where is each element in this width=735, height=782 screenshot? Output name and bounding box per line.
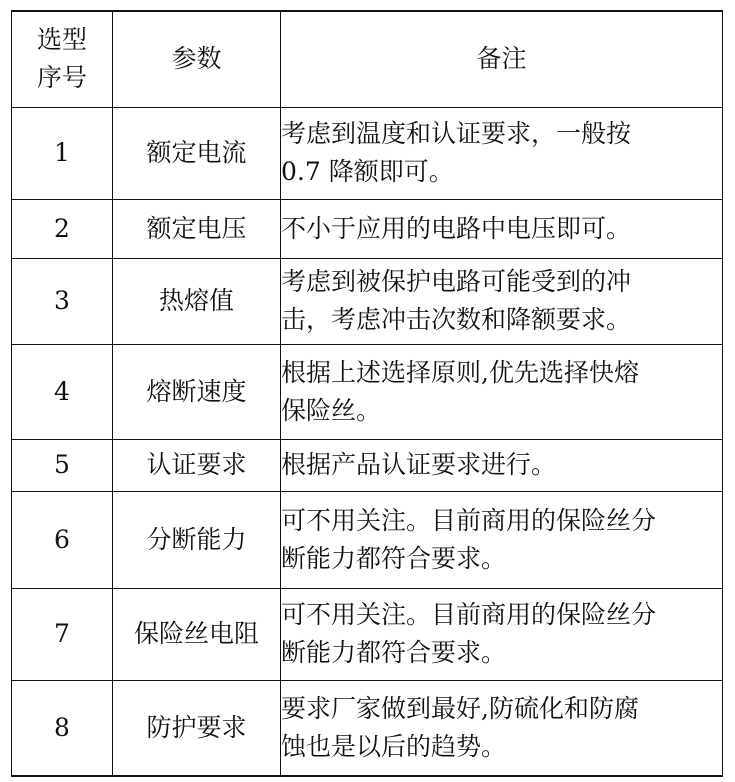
row-param-cell: 保险丝电阻: [113, 588, 281, 680]
note-line: 可不用关注。目前商用的保险丝分: [281, 600, 657, 629]
row-seq-cell: 1: [12, 107, 113, 199]
note-line: 考虑到温度和认证要求，一般按: [281, 119, 632, 148]
note-line: 蚀也是以后的趋势。: [281, 731, 507, 761]
fuse-selection-table: [11, 10, 723, 777]
row-note-cell: [281, 344, 723, 439]
note-line: 不小于应用的电路中电压即可。: [281, 213, 632, 243]
table-row: [12, 491, 723, 588]
header-selection-number: [12, 11, 113, 107]
note-line: 断能力都符合要求。: [281, 638, 507, 667]
note-line: 考虑到被保护电路可能受到的冲: [281, 267, 632, 296]
row-note-cell: [281, 680, 723, 776]
row-param-cell: 认证要求: [113, 439, 281, 491]
note-line: 根据上述选择原则,优先选择快熔: [281, 357, 639, 387]
table-row: [12, 588, 723, 680]
row-note-cell: [281, 258, 723, 344]
note-line: 要求厂家做到最好,防硫化和防腐: [281, 693, 639, 723]
row-param-cell: 熔断速度: [113, 344, 281, 439]
row-seq-cell: 8: [12, 680, 113, 776]
table-header-row: [12, 11, 723, 107]
note-line: 击，考虑冲击次数和降额要求。: [281, 305, 632, 334]
table-row: [12, 680, 723, 776]
table-row: [12, 439, 723, 491]
row-note-cell: [281, 439, 723, 491]
row-seq-cell: 7: [12, 588, 113, 680]
note-line: 根据产品认证要求进行。: [281, 450, 557, 479]
header-remarks: 备注: [281, 11, 723, 107]
row-param-cell: 额定电流: [113, 107, 281, 199]
row-note-cell: [281, 491, 723, 588]
row-param-cell: 热熔值: [113, 258, 281, 344]
note-line: 可不用关注。目前商用的保险丝分: [281, 505, 657, 535]
row-note-cell: [281, 588, 723, 680]
header-seq-line2: 序号: [36, 63, 87, 93]
row-seq-cell: 3: [12, 258, 113, 344]
row-seq-cell: 6: [12, 491, 113, 588]
table-row: [12, 258, 723, 344]
header-parameter: 参数: [113, 11, 281, 107]
row-seq-cell: 2: [12, 199, 113, 258]
note-line: 0.7 降额即可。: [281, 157, 454, 186]
row-param-cell: 分断能力: [113, 491, 281, 588]
row-seq-cell: 5: [12, 439, 113, 491]
row-note-cell: [281, 107, 723, 199]
note-line: 保险丝。: [281, 395, 382, 425]
row-param-cell: 额定电压: [113, 199, 281, 258]
row-param-cell: 防护要求: [113, 680, 281, 776]
row-note-cell: [281, 199, 723, 258]
header-seq-line1: 选型: [36, 25, 87, 55]
note-line: 断能力都符合要求。: [281, 543, 507, 573]
row-seq-cell: 4: [12, 344, 113, 439]
table-row: [12, 107, 723, 199]
table-row: [12, 199, 723, 258]
table-row: [12, 344, 723, 439]
